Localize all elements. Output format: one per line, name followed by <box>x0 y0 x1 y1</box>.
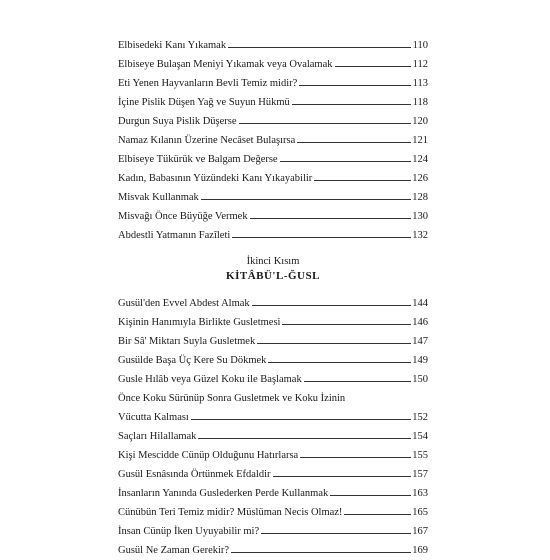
toc-entry-title: Elbiseye Bulaşan Meniyi Yıkamak veya Ovalamak <box>118 55 334 74</box>
toc-entry <box>118 332 428 351</box>
dot-leader <box>330 495 411 496</box>
toc-entry <box>118 207 428 226</box>
toc-entry-title: Gusülde Başa Üç Kere Su Dökmek <box>118 351 267 370</box>
toc-entry-title: Cünübün Teri Temiz midir? Müslüman Necis Olmaz! <box>118 503 343 522</box>
toc-entry <box>118 131 428 150</box>
toc-entry-wrapped-line1 <box>118 389 428 408</box>
toc-entry-title: Bir Sâ' Miktarı Suyla Gusletmek <box>118 332 256 351</box>
toc-entry <box>118 55 428 74</box>
toc-entry <box>118 294 428 313</box>
dot-leader <box>250 218 411 219</box>
dot-leader <box>304 381 411 382</box>
toc-entry <box>118 427 428 446</box>
toc-entry-page: 112 <box>412 59 428 70</box>
toc-entry-page: 132 <box>412 230 428 241</box>
toc-entry <box>118 226 428 245</box>
toc-entry-page: 147 <box>412 336 428 347</box>
toc-entry-page: 121 <box>412 135 428 146</box>
toc-entry <box>118 36 428 55</box>
toc-entry <box>118 484 428 503</box>
toc-entry <box>118 541 428 560</box>
dot-leader <box>292 104 411 105</box>
dot-leader <box>257 343 411 344</box>
toc-entry-page: 150 <box>412 374 428 385</box>
toc-entry-wrapped-line2 <box>118 408 428 427</box>
dot-leader <box>201 199 411 200</box>
toc-entry-title: Kadın, Babasının Yüzündeki Kanı Yıkayabilir <box>118 169 313 188</box>
toc-entry-page: 157 <box>412 469 428 480</box>
dot-leader <box>280 161 411 162</box>
toc-entry-page: 149 <box>412 355 428 366</box>
dot-leader <box>344 514 411 515</box>
toc-entry-title: Önce Koku Sürünüp Sonra Gusletmek ve Koku İzinin <box>118 389 429 408</box>
toc-entry <box>118 150 428 169</box>
dot-leader <box>273 476 411 477</box>
dot-leader <box>282 324 411 325</box>
dot-leader <box>299 85 411 86</box>
toc-entry <box>118 169 428 188</box>
toc-entry-page: 110 <box>412 40 428 51</box>
toc-entry <box>118 465 428 484</box>
toc-entry-title: Kişinin Hanımıyla Birlikte Gusletmesi <box>118 313 281 332</box>
toc-entry <box>118 112 428 131</box>
toc-entry <box>118 313 428 332</box>
toc-entry-title: Kişi Mescidde Cünüp Olduğunu Hatırlarsa <box>118 446 299 465</box>
toc-entry-title: Gusle Hılâb veya Güzel Koku ile Başlamak <box>118 370 303 389</box>
toc-entry-page: 128 <box>412 192 428 203</box>
toc-entry-title: Saçları Hilallamak <box>118 427 197 446</box>
toc-entry <box>118 446 428 465</box>
toc-entry <box>118 522 428 541</box>
dot-leader <box>297 142 411 143</box>
section-title: KİTÂBÜ'L-ĞUSL <box>226 270 320 282</box>
toc-entry <box>118 74 428 93</box>
toc-entry <box>118 188 428 207</box>
toc-entry-title: İnsan Cünüp İken Uyuyabilir mi? <box>118 522 260 541</box>
toc-entry <box>118 93 428 112</box>
dot-leader <box>231 552 411 553</box>
toc-entry-title: Misvağı Önce Büyüğe Vermek <box>118 207 249 226</box>
toc-entry <box>118 351 428 370</box>
toc-entry-title: Gusül'den Evvel Abdest Almak <box>118 294 251 313</box>
toc-entry-page: 154 <box>412 431 428 442</box>
toc-entry-page: 118 <box>412 97 428 108</box>
toc-entry <box>118 503 428 522</box>
toc-entry-page: 120 <box>412 116 428 127</box>
toc-entry-page: 155 <box>412 450 428 461</box>
toc-entry-title: Elbisedeki Kanı Yıkamak <box>118 36 227 55</box>
toc-entry-title: Abdestli Yatmanın Fazîleti <box>118 226 231 245</box>
dot-leader <box>252 305 411 306</box>
toc-entry-title: Gusül Ne Zaman Gerekir? <box>118 541 230 560</box>
toc-entry-title: Elbiseye Tükürük ve Balgam Değerse <box>118 150 279 169</box>
toc-entry-page: 152 <box>412 412 428 423</box>
dot-leader <box>261 533 411 534</box>
toc-entry-title: Gusül Esnâsında Örtünmek Efdaldir <box>118 465 272 484</box>
dot-leader <box>228 47 411 48</box>
toc-entry-page: 144 <box>412 298 428 309</box>
dot-leader <box>198 438 411 439</box>
toc-entry-title: İçine Pislik Düşen Yağ ve Suyun Hükmü <box>118 93 291 112</box>
dot-leader <box>232 237 411 238</box>
dot-leader <box>191 419 411 420</box>
toc-entry-title: Misvak Kullanmak <box>118 188 200 207</box>
toc-entry-title: İnsanların Yanında Guslederken Perde Kullanmak <box>118 484 329 503</box>
toc-entry <box>118 370 428 389</box>
toc-entry-page: 130 <box>412 211 428 222</box>
toc-entry-page: 167 <box>412 526 428 537</box>
toc-entry-page: 165 <box>412 507 428 518</box>
table-of-contents <box>118 36 428 560</box>
toc-part-one <box>118 36 428 245</box>
toc-entry-page: 169 <box>412 545 428 556</box>
dot-leader <box>239 123 411 124</box>
toc-part-two <box>118 294 428 560</box>
toc-entry-page: 163 <box>412 488 428 499</box>
toc-entry-title: Namaz Kılanın Üzerine Necâset Bulaşırsa <box>118 131 296 150</box>
dot-leader <box>268 362 411 363</box>
dot-leader <box>335 66 411 67</box>
toc-entry-title: Durgun Suya Pislik Düşerse <box>118 112 238 131</box>
dot-leader <box>314 180 411 181</box>
toc-entry-page: 126 <box>412 173 428 184</box>
toc-entry-title: Eti Yenen Hayvanların Bevli Temiz midir? <box>118 74 298 93</box>
dot-leader <box>300 457 411 458</box>
toc-entry-page: 124 <box>412 154 428 165</box>
toc-entry-page: 146 <box>412 317 428 328</box>
section-heading: İkinci Kısım <box>246 256 300 267</box>
toc-entry-title: Vücutta Kalması <box>118 408 190 427</box>
toc-entry-page: 113 <box>412 78 428 89</box>
